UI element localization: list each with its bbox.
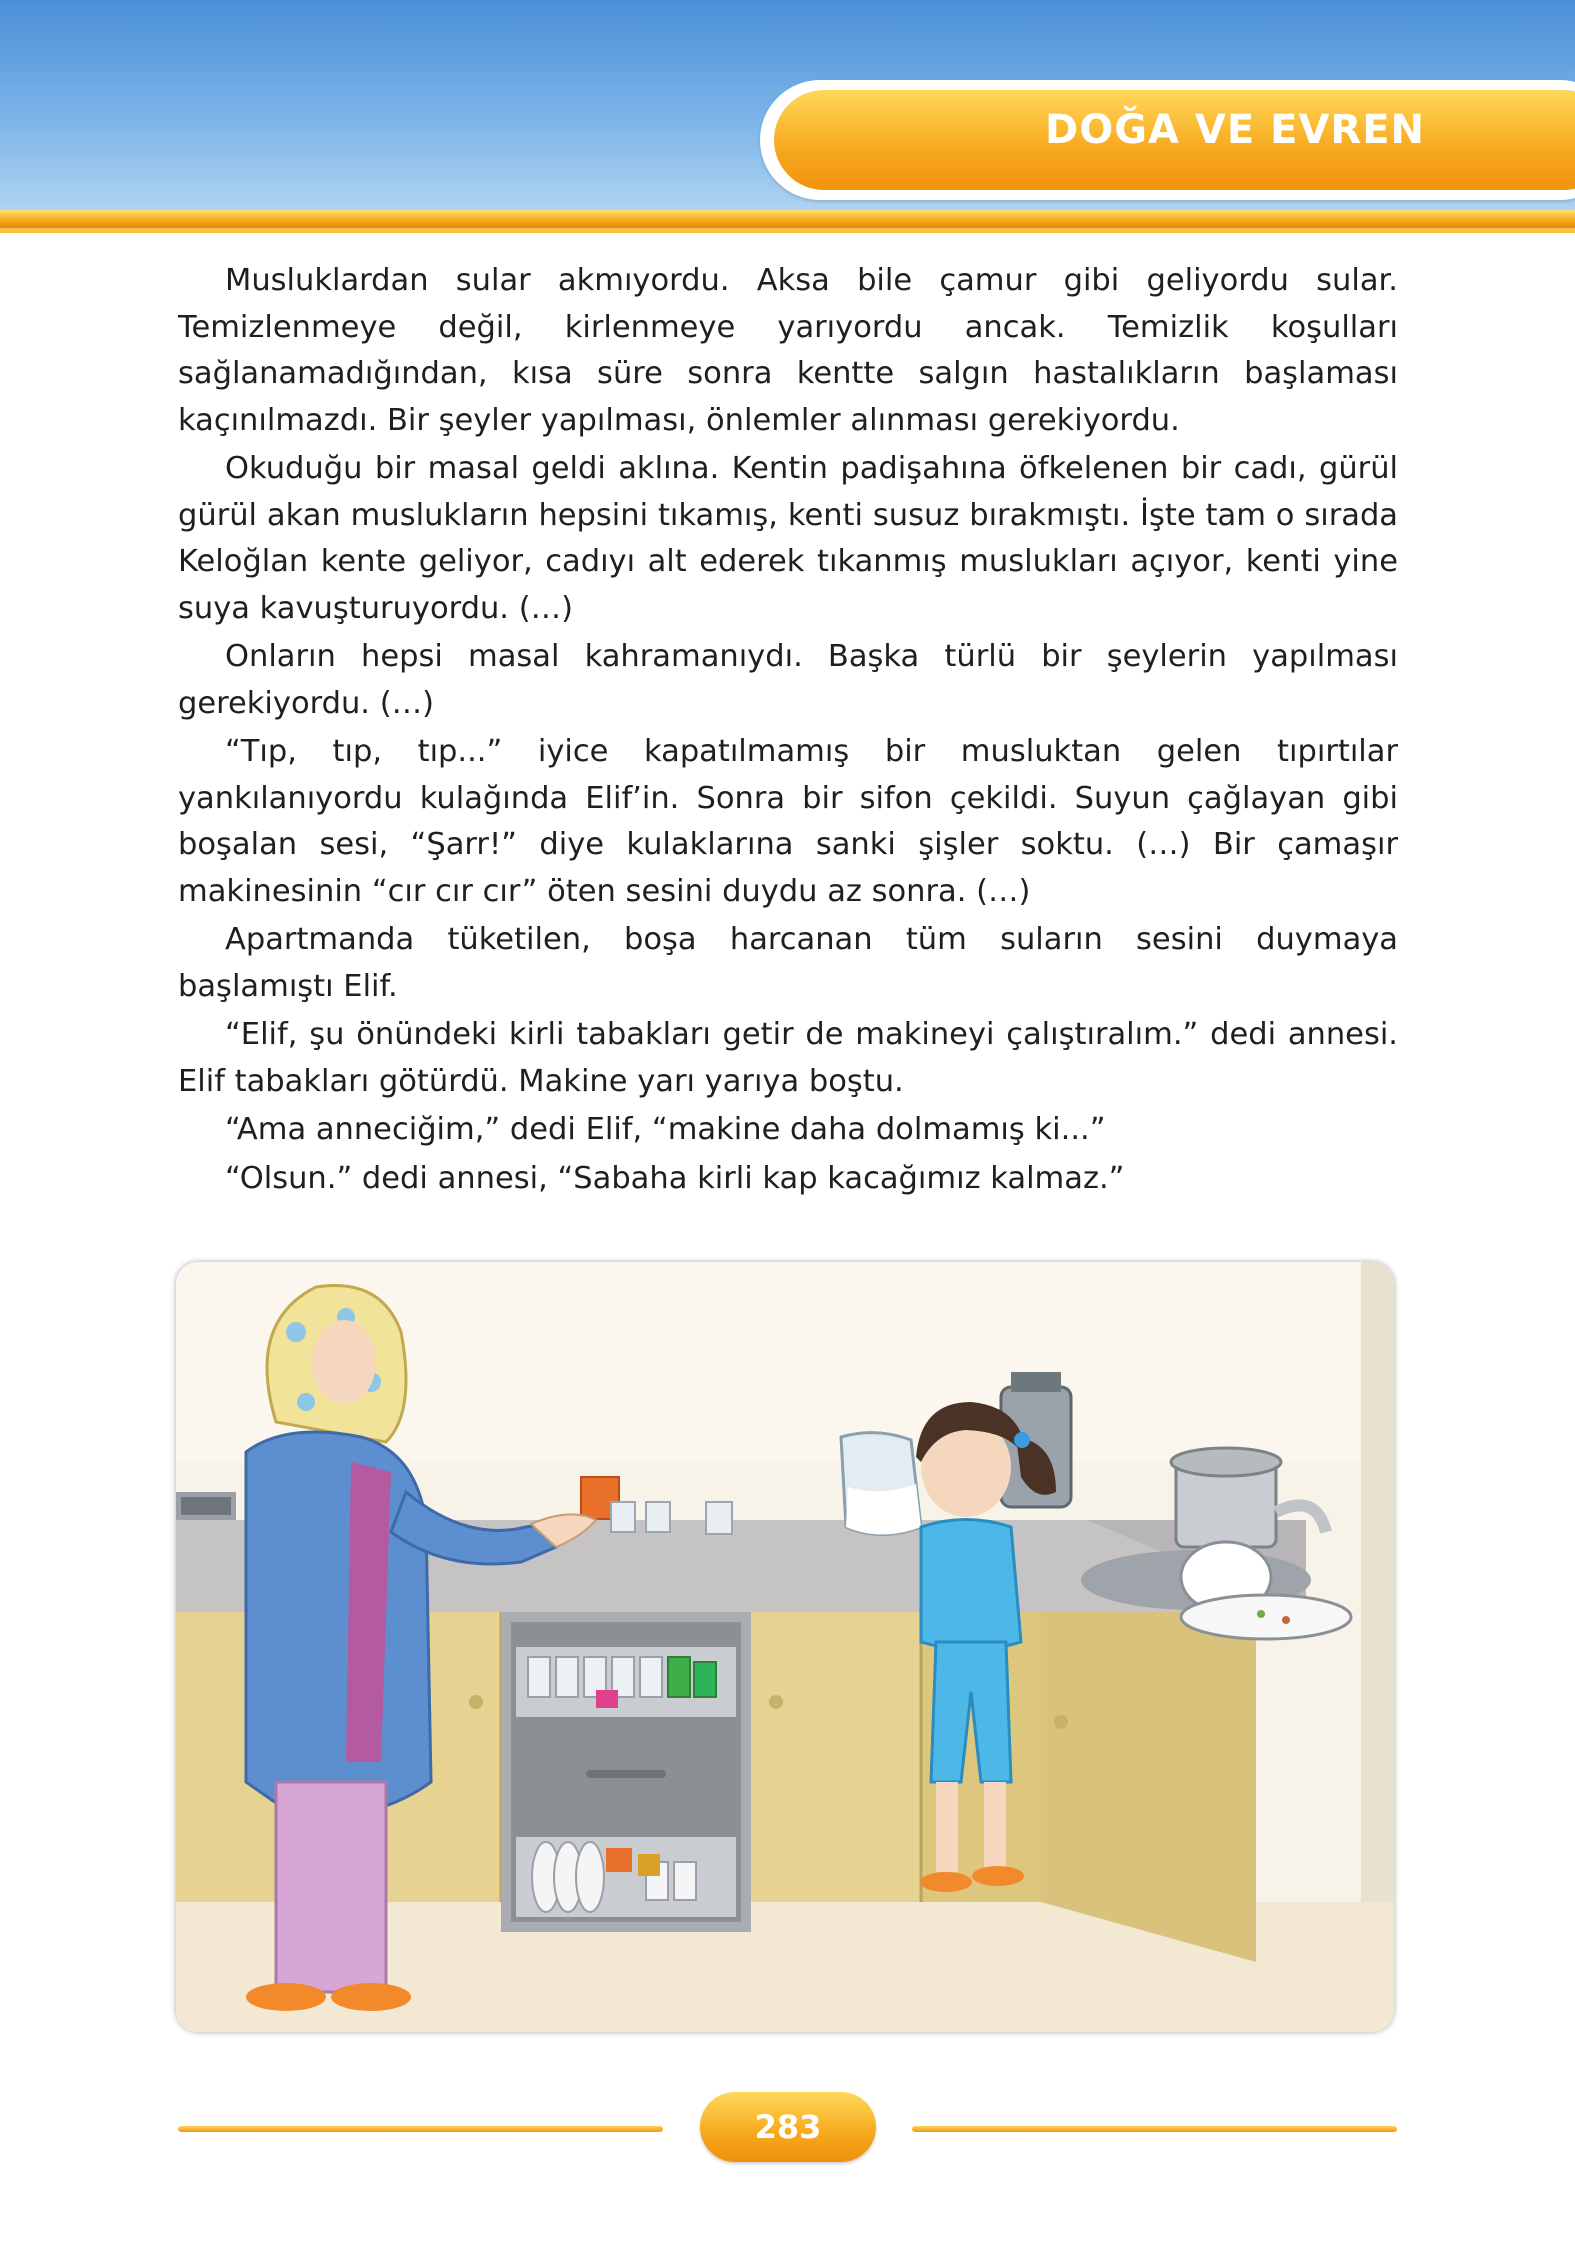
section-title: DOĞA VE EVREN	[1044, 107, 1425, 153]
story-text	[178, 258, 1398, 1202]
page-number: 283	[700, 2092, 876, 2162]
paragraph-1: Musluklardan sular akmıyordu. Aksa bile çamur gibi geliyordu sular. Temizlenmeye değil, kirlenmeye yarıyordu ancak. Temizlik koşulları sağlanamadığından, kısa süre sonra kentte salgın hastalıkların başlaması kaçınılmazdı. Bir şeyler yapılması, önlemler alınması gerekiyordu.	[178, 263, 1398, 438]
paragraph-2: Okuduğu bir masal geldi aklına. Kentin padişahına öfkelenen bir cadı, gürül gürül akan muslukların hepsini tıkamış, kenti susuz bırakmıştı. İşte tam o sırada Keloğlan kente geliyor, cadıyı alt ederek tıkanmış muslukları açıyor, kenti yine suya kavuşturuyordu. (…)	[178, 451, 1398, 626]
footer-line-left	[178, 2126, 663, 2132]
paragraph-6: “Elif, şu önündeki kirli tabakları getir de makineyi çalıştıralım.” dedi annesi. Elif tabakları götürdü. Makine yarı yarıya boştu.	[178, 1017, 1398, 1099]
header-stripe-thin	[0, 228, 1575, 233]
paragraph-3: Onların hepsi masal kahramanıydı. Başka türlü bir şeylerin yapılması gerekiyordu. (…)	[178, 639, 1398, 721]
paragraph-8: “Olsun.” dedi annesi, “Sabaha kirli kap kacağımız kalmaz.”	[225, 1160, 1125, 1196]
footer-line-right	[912, 2126, 1397, 2132]
paragraph-4: “Tıp, tıp, tıp...” iyice kapatılmamış bir musluktan gelen tıpırtılar yankılanıyordu kulağında Elif’in. Sonra bir sifon çekildi. Suyun çağlayan gibi boşalan sesi, “Şarr!” diye kulaklarına sanki şişler soktu. (…) Bir çamaşır makinesinin “cır cır cır” öten sesini duydu az sonra. (…)	[178, 734, 1398, 909]
paragraph-5: Apartmanda tüketilen, boşa harcanan tüm suların sesini duymaya başlamıştı Elif.	[178, 922, 1398, 1004]
header-stripe	[0, 210, 1575, 228]
paragraph-7: “Ama anneciğim,” dedi Elif, “makine daha dolmamış ki...”	[225, 1112, 1106, 1147]
kitchen-illustration	[176, 1262, 1394, 2032]
